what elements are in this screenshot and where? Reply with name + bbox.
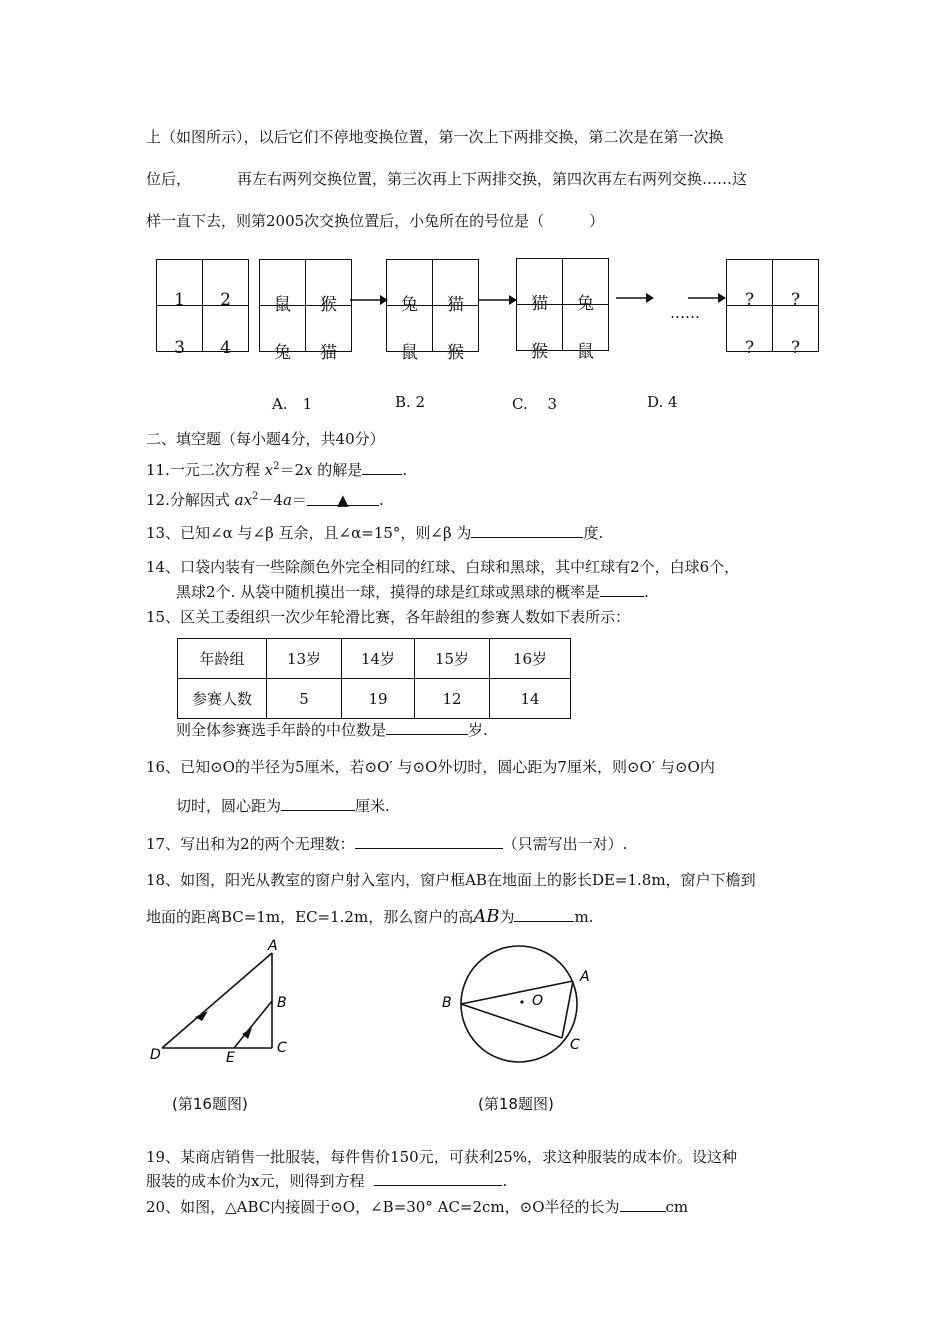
age-table (177, 638, 571, 719)
arrow-icon (479, 294, 517, 306)
grid-swap1-tr: 猫 (447, 295, 464, 315)
grid-initial (156, 259, 249, 358)
table-header-cell: 16岁 (490, 639, 571, 679)
ellipsis: …… (670, 304, 700, 322)
label-B: B (277, 995, 287, 1011)
question-18-line-1: 18、如图，阳光从教室的窗户射入室内，窗户框AB在地面上的影长DE=1.8m，窗户下檐到 (146, 871, 756, 889)
answer-blank (374, 1171, 502, 1186)
answer-blank (362, 460, 402, 475)
label-C: C (277, 1040, 287, 1056)
intro-line-2b: 再左右两列交换位置，第三次再上下两排交换，第四次再左右两列交换……这 (237, 170, 748, 188)
table-header-cell: 15岁 (415, 639, 490, 679)
grid-swap2-tr: 兔 (577, 294, 594, 314)
label-D: D (150, 1047, 161, 1063)
option-d: D. 4 (647, 393, 678, 411)
grid-unknown-tr: ? (790, 290, 801, 310)
answer-blank (471, 523, 583, 538)
section-heading: 二、填空题（每小题4分，共40分） (146, 430, 385, 448)
table-cell: 19 (342, 679, 415, 719)
figure-16-shadow-diagram (140, 935, 310, 1065)
grid-initial-bl: 3 (174, 338, 185, 358)
question-14-line-1: 14、口袋内装有一些除颜色外完全相同的红球、白球和黑球，其中红球有2个，白球6个， (146, 558, 740, 576)
grid-swap1-bl: 鼠 (401, 343, 418, 363)
label-A: A (268, 938, 278, 954)
label-O: O (532, 993, 544, 1009)
answer-blank (307, 491, 379, 509)
sun-ray-b (234, 1001, 272, 1048)
center-point (520, 1000, 523, 1003)
arrow-icon (616, 292, 654, 304)
grid-swap-1 (386, 259, 479, 363)
option-c: C. 3 (512, 395, 558, 413)
label-E: E (226, 1050, 235, 1065)
question-19-line-1: 19、某商店销售一批服装，每件售价150元，可获利25%，求这种服装的成本价。设这种 (146, 1148, 738, 1166)
question-19-line-2: 服装的成本价为x元，则得到方程 . (146, 1172, 508, 1190)
ray-arrow-icon (195, 1011, 208, 1021)
intro-line-2 (146, 168, 747, 189)
table-cell: 12 (415, 679, 490, 719)
figure-18-circle-diagram (430, 935, 610, 1075)
grid-swap1-br: 猴 (447, 343, 464, 363)
grid-swap1-tl: 兔 (401, 295, 418, 315)
arrow-icon (688, 292, 726, 304)
table-cell: 参赛人数 (178, 679, 267, 719)
grid-unknown-br: ? (790, 338, 801, 358)
grid-swap2-br: 鼠 (577, 342, 594, 362)
figure-18-caption: (第18题图) (478, 1095, 554, 1113)
grid-start-tl: 鼠 (274, 295, 291, 315)
table-cell: 14 (490, 679, 571, 719)
grid-start-animals (259, 259, 352, 363)
grid-initial-tl: 1 (174, 290, 185, 310)
option-b: B. 2 (395, 393, 426, 411)
question-13: 13、已知∠α 与∠β 互余，且∠α=15°，则∠β 为 度. (146, 524, 604, 542)
grid-start-br: 猫 (320, 343, 337, 363)
grid-initial-br: 4 (220, 338, 231, 358)
question-15-answer: 则全体参赛选手年龄的中位数是 岁. (176, 721, 488, 739)
table-row (178, 679, 571, 719)
answer-blank (600, 582, 644, 597)
question-16-line-2: 切时，圆心距为 厘米. (176, 797, 390, 815)
question-17: 17、写出和为2的两个无理数： （只需写出一对）. (146, 835, 628, 853)
circle-O (461, 946, 577, 1062)
grid-start-bl: 兔 (274, 343, 291, 363)
answer-blank (281, 796, 355, 811)
option-a: A. 1 (272, 395, 313, 413)
table-header-cell: 13岁 (267, 639, 342, 679)
grid-unknown-bl: ? (744, 338, 755, 358)
question-14-line-2: 黑球2个. 从袋中随机摸出一球，摸得的球是红球或黑球的概率是 . (176, 583, 649, 601)
label-A: A (580, 969, 590, 985)
sun-ray-a (162, 953, 272, 1048)
question-16-line-1: 16、已知⊙O的半径为5厘米，若⊙O′ 与⊙O外切时，圆心距为7厘米，则⊙O′ 与⊙O内 (146, 758, 715, 776)
chord-BC (461, 1004, 562, 1038)
grid-initial-tr: 2 (220, 290, 231, 310)
chord-BA (461, 981, 573, 1004)
arrow-icon (350, 294, 388, 306)
table-row (178, 639, 571, 679)
table-cell: 5 (267, 679, 342, 719)
triangle-marker-icon: ▲ (337, 491, 349, 509)
question-18-line-2: 地面的距离BC=1m，EC=1.2m，那么窗户的高AB为 m. (146, 906, 594, 927)
table-header-cell: 年龄组 (178, 639, 267, 679)
question-15: 15、区关工委组织一次少年轮滑比赛，各年龄组的参赛人数如下表所示： (146, 608, 631, 626)
grid-swap-2 (516, 258, 609, 362)
intro-line-3: 样一直下去，则第2005次交换位置后，小兔所在的号位是（ ） (146, 212, 605, 230)
answer-blank (355, 834, 503, 849)
intro-line-1: 上（如图所示），以后它们不停地变换位置，第一次上下两排交换，第二次是在第一次换 (146, 128, 724, 146)
question-20: 20、如图，△ABC内接圆于⊙O，∠B=30° AC=2cm，⊙O半径的长为 cm (146, 1198, 689, 1216)
label-B: B (442, 995, 452, 1011)
grid-unknown (726, 259, 819, 358)
grid-unknown-tl: ? (744, 290, 755, 310)
grid-swap2-tl: 猫 (531, 294, 548, 314)
question-11: 11.一元二次方程 $x^2=2x$ 的解是 . (146, 461, 408, 479)
label-C: C (570, 1037, 580, 1053)
question-12: 12.分解因式 $ax^2-4a=$ ▲ . (146, 491, 384, 509)
answer-blank (386, 720, 468, 735)
table-header-cell: 14岁 (342, 639, 415, 679)
figure-16-caption: (第16题图) (172, 1095, 248, 1113)
answer-blank (514, 907, 574, 922)
intro-line-2a: 位后， (146, 170, 192, 188)
answer-blank (620, 1197, 666, 1212)
grid-start-tr: 猴 (320, 295, 337, 315)
grid-swap2-bl: 猴 (531, 342, 548, 362)
